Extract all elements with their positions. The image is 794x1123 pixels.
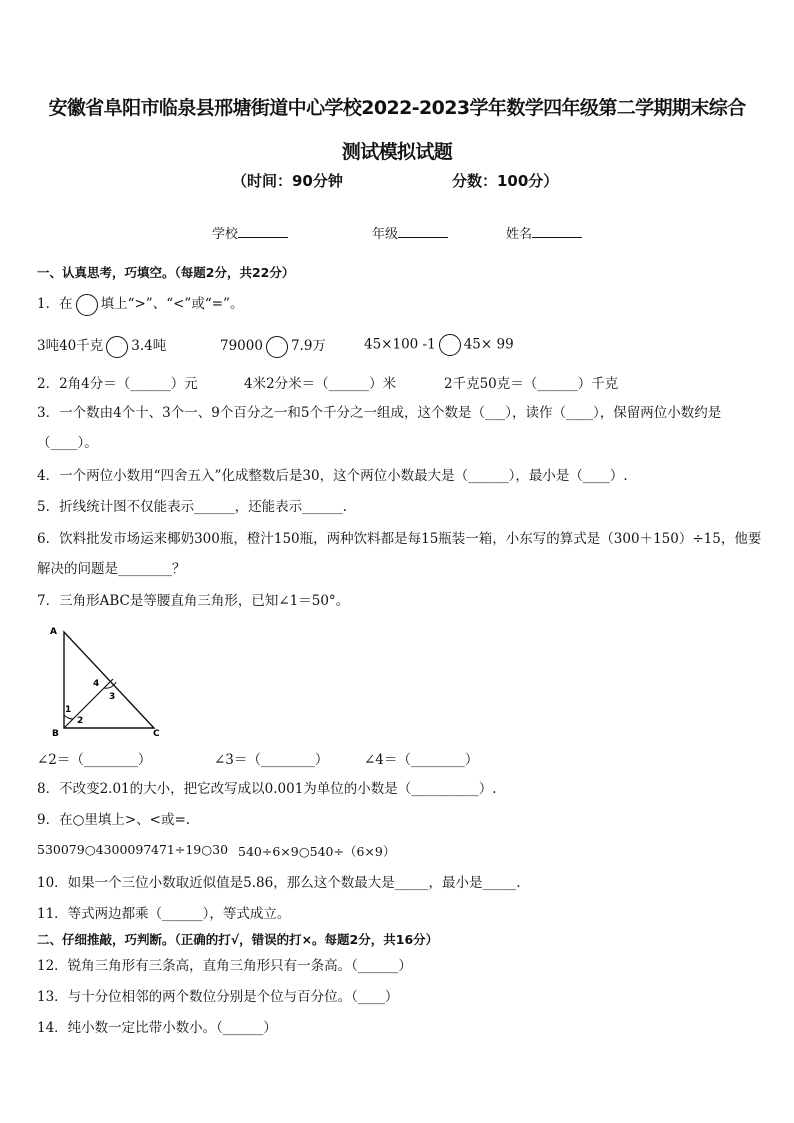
- question-5: 5．折线统计图不仅能表示______，还能表示______.: [37, 499, 347, 515]
- question-14: 14．纯小数一定比带小数小。（______）: [37, 1020, 277, 1036]
- question-7: 7．三角形ABC是等腰直角三角形，已知∠1＝50°。: [37, 593, 350, 609]
- angle-4-label: 4: [93, 679, 100, 689]
- vertex-c-label: C: [153, 729, 160, 737]
- name-field: [506, 223, 582, 242]
- angle-2-label: 2: [77, 716, 84, 726]
- question-6: 6．饮料批发市场运来椰奶300瓶，橙汁150瓶，两种饮料都是每15瓶装一箱，小东写的算式是（300＋150）÷15，他要解决的问题是________？: [37, 531, 762, 577]
- compare-circle[interactable]: [439, 334, 461, 356]
- q9-item-1: 530079○4300097: [37, 842, 152, 857]
- question-3: 3．一个数由4个十、3个一、9个百分之一和5个千分之一组成，这个数是（___），读作（____），保留两位小数约是（____）。: [37, 405, 722, 451]
- q1-prompt-a: 1．在: [37, 296, 73, 312]
- q1-item-1-right: 3.4吨: [131, 338, 167, 354]
- section-1-heading: 一、认真思考，巧填空。（每题2分，共22分）: [37, 265, 295, 280]
- q7-answer-angle-2: ∠2＝（________）: [37, 752, 152, 768]
- vertex-b-label: B: [52, 729, 59, 737]
- q1-item-3-right: 45× 99: [463, 336, 514, 353]
- q1-item-2: [220, 334, 326, 358]
- section-2-heading: 二、仔细推敲，巧判断。（正确的打√，错误的打×。每题2分，共16分）: [37, 932, 439, 947]
- school-field: [212, 223, 288, 242]
- question-9: 9．在○里填上>、<或=.: [37, 812, 191, 828]
- angle-3-label: 3: [109, 692, 116, 702]
- vertex-a-label: A: [50, 627, 57, 637]
- angle-1-arc: [64, 715, 73, 719]
- q2-item-2: 4米2分米＝（______）米: [244, 376, 397, 392]
- q1-item-1: [37, 334, 166, 358]
- q2-item-3: 2千克50克＝（______）千克: [444, 376, 619, 392]
- question-13: 13．与十分位相邻的两个数位分别是个位与百分位。（____）: [37, 989, 399, 1005]
- q7-answer-angle-4: ∠4＝（________）: [364, 752, 479, 768]
- total-score: 分数：100分）: [452, 172, 559, 190]
- question-10: 10．如果一个三位小数取近似值是5.86，那么这个数最大是_____，最小是_____.: [37, 875, 521, 891]
- altitude-line: [64, 679, 116, 728]
- angle-3-arc: [104, 682, 116, 688]
- question-8: 8．不改变2.01的大小，把它改写成以0.001为单位的小数是（__________）.: [37, 781, 497, 797]
- angle-1-label: 1: [65, 705, 72, 715]
- name-label: 姓名: [506, 227, 533, 242]
- triangle-abc: [64, 632, 154, 728]
- triangle-figure: [44, 622, 164, 737]
- q9-item-2: 471÷19○30: [151, 842, 229, 857]
- title-line-2: 测试模拟试题: [341, 141, 453, 163]
- compare-circle[interactable]: [266, 336, 288, 358]
- q2-item-1: 2．2角4分＝（______）元: [37, 376, 198, 392]
- question-4: 4．一个两位小数用“四舍五入”化成整数后是30，这个两位小数最大是（______），最小是（____）.: [37, 468, 628, 484]
- question-12: 12．锐角三角形有三条高，直角三角形只有一条高。（______）: [37, 958, 412, 974]
- q9-item-3: 540÷6×9○540÷（6×9）: [238, 844, 396, 859]
- school-label: 学校: [212, 227, 239, 242]
- q1-item-2-left: 79000: [220, 338, 263, 354]
- q1-item-3-left: 45×100 -1: [364, 336, 436, 353]
- time-limit: （时间：90分钟: [232, 172, 343, 190]
- title-line-1: 安徽省阜阳市临泉县邢塘街道中心学校2022-2023学年数学四年级第二学期期末综合: [48, 97, 746, 119]
- compare-circle[interactable]: [106, 336, 128, 358]
- exam-title: [20, 86, 774, 174]
- compare-circle[interactable]: [76, 294, 98, 316]
- q1-item-1-left: 3吨40千克: [37, 338, 104, 354]
- grade-field: [372, 223, 448, 242]
- q1-item-3: [364, 334, 514, 356]
- question-1: [37, 292, 243, 316]
- q7-answer-angle-3: ∠3＝（________）: [214, 752, 329, 768]
- q1-prompt-b: 填上“>”、“<”或“=”。: [100, 296, 244, 312]
- grade-label: 年级: [372, 227, 399, 242]
- question-11: 11．等式两边都乘（______），等式成立。: [37, 906, 291, 922]
- q1-item-2-right: 7.9万: [290, 338, 326, 354]
